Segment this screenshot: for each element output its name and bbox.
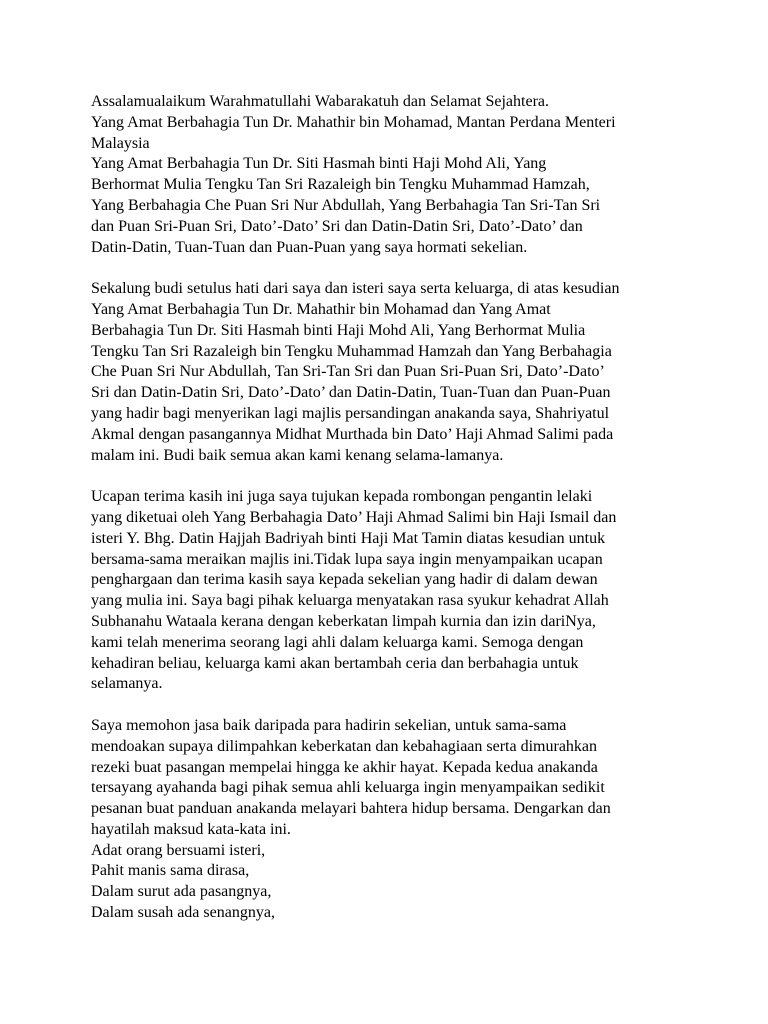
paragraph bbox=[91, 487, 691, 695]
paragraph bbox=[91, 279, 691, 466]
text-line: kami telah menerima seorang lagi ahli dalam keluarga kami. Semoga dengan bbox=[91, 633, 584, 651]
paragraph bbox=[91, 92, 691, 258]
text-line: tersayang ayahanda bagi pihak semua ahli keluarga ingin menyampaikan sedikit bbox=[91, 779, 605, 797]
text-line: Yang Amat Berbahagia Tun Dr. Siti Hasmah binti Haji Mohd Ali, Yang bbox=[91, 155, 547, 173]
text-line: penghargaan dan terima kasih saya kepada sekelian yang hadir di dalam dewan bbox=[91, 571, 598, 589]
document-body bbox=[91, 92, 691, 945]
text-line: Akmal dengan pasangannya Midhat Murthada bin Dato’ Haji Ahmad Salimi pada bbox=[91, 425, 614, 443]
text-line: Dalam susah ada senangnya, bbox=[91, 904, 275, 922]
text-line: Berbahagia Tun Dr. Siti Hasmah binti Haji Mohd Ali, Yang Berhormat Mulia bbox=[91, 321, 586, 339]
text-line: yang diketuai oleh Yang Berbahagia Dato’ Haji Ahmad Salimi bin Haji Ismail dan bbox=[91, 508, 617, 526]
paragraph bbox=[91, 716, 691, 924]
text-line: isteri Y. Bhg. Datin Hajjah Badriyah binti Haji Mat Tamin diatas kesudian untuk bbox=[91, 529, 606, 547]
text-line: Ucapan terima kasih ini juga saya tujukan kepada rombongan pengantin lelaki bbox=[91, 488, 593, 506]
text-line: mendoakan supaya dilimpahkan keberkatan dan kebahagiaan serta dimurahkan bbox=[91, 737, 598, 755]
text-line: dan Puan Sri-Puan Sri, Dato’-Dato’ Sri dan Datin-Datin Sri, Dato’-Dato’ dan bbox=[91, 217, 583, 235]
text-line: Pahit manis sama dirasa, bbox=[91, 862, 250, 880]
text-line: malam ini. Budi baik semua akan kami kenang selama-lamanya. bbox=[91, 446, 504, 464]
text-line: Yang Amat Berbahagia Tun Dr. Mahathir bin Mohamad, Mantan Perdana Menteri bbox=[91, 113, 616, 131]
text-line: selamanya. bbox=[91, 675, 163, 693]
text-line: Berhormat Mulia Tengku Tan Sri Razaleigh bin Tengku Muhammad Hamzah, bbox=[91, 176, 590, 194]
text-line: Che Puan Sri Nur Abdullah, Tan Sri-Tan Sri dan Puan Sri-Puan Sri, Dato’-Dato’ bbox=[91, 363, 605, 381]
text-line: Datin-Datin, Tuan-Tuan dan Puan-Puan yang saya hormati sekelian. bbox=[91, 238, 528, 256]
text-line: Subhanahu Wataala kerana dengan keberkatan limpah kurnia dan izin dariNya, bbox=[91, 612, 596, 630]
text-line: Tengku Tan Sri Razaleigh bin Tengku Muhammad Hamzah dan Yang Berbahagia bbox=[91, 342, 612, 360]
text-line: Yang Berbahagia Che Puan Sri Nur Abdullah, Yang Berbahagia Tan Sri-Tan Sri bbox=[91, 196, 601, 214]
text-line: yang mulia ini. Saya bagi pihak keluarga menyatakan rasa syukur kehadrat Allah bbox=[91, 592, 609, 610]
text-line: Yang Amat Berbahagia Tun Dr. Mahathir bin Mohamad dan Yang Amat bbox=[91, 300, 551, 318]
text-line: rezeki buat pasangan mempelai hingga ke akhir hayat. Kepada kedua anakanda bbox=[91, 758, 598, 776]
text-line: Adat orang bersuami isteri, bbox=[91, 841, 266, 859]
text-line: kehadiran beliau, keluarga kami akan bertambah ceria dan berbahagia untuk bbox=[91, 654, 579, 672]
text-line: Dalam surut ada pasangnya, bbox=[91, 883, 272, 901]
text-line: Assalamualaikum Warahmatullahi Wabarakatuh dan Selamat Sejahtera. bbox=[91, 93, 550, 110]
text-line: hayatilah maksud kata-kata ini. bbox=[91, 820, 291, 838]
text-line: pesanan buat panduan anakanda melayari bahtera hidup bersama. Dengarkan dan bbox=[91, 800, 611, 818]
text-line: Sri dan Datin-Datin Sri, Dato’-Dato’ dan Datin-Datin, Tuan-Tuan dan Puan-Puan bbox=[91, 384, 611, 402]
text-line: yang hadir bagi menyerikan lagi majlis persandingan anakanda saya, Shahriyatul bbox=[91, 404, 610, 422]
text-line: Sekalung budi setulus hati dari saya dan isteri saya serta keluarga, di atas kesudian bbox=[91, 280, 620, 298]
text-line: Saya memohon jasa baik daripada para hadirin sekelian, untuk sama-sama bbox=[91, 716, 567, 734]
text-line: bersama-sama meraikan majlis ini.Tidak lupa saya ingin menyampaikan ucapan bbox=[91, 550, 603, 568]
text-line: Malaysia bbox=[91, 134, 150, 152]
